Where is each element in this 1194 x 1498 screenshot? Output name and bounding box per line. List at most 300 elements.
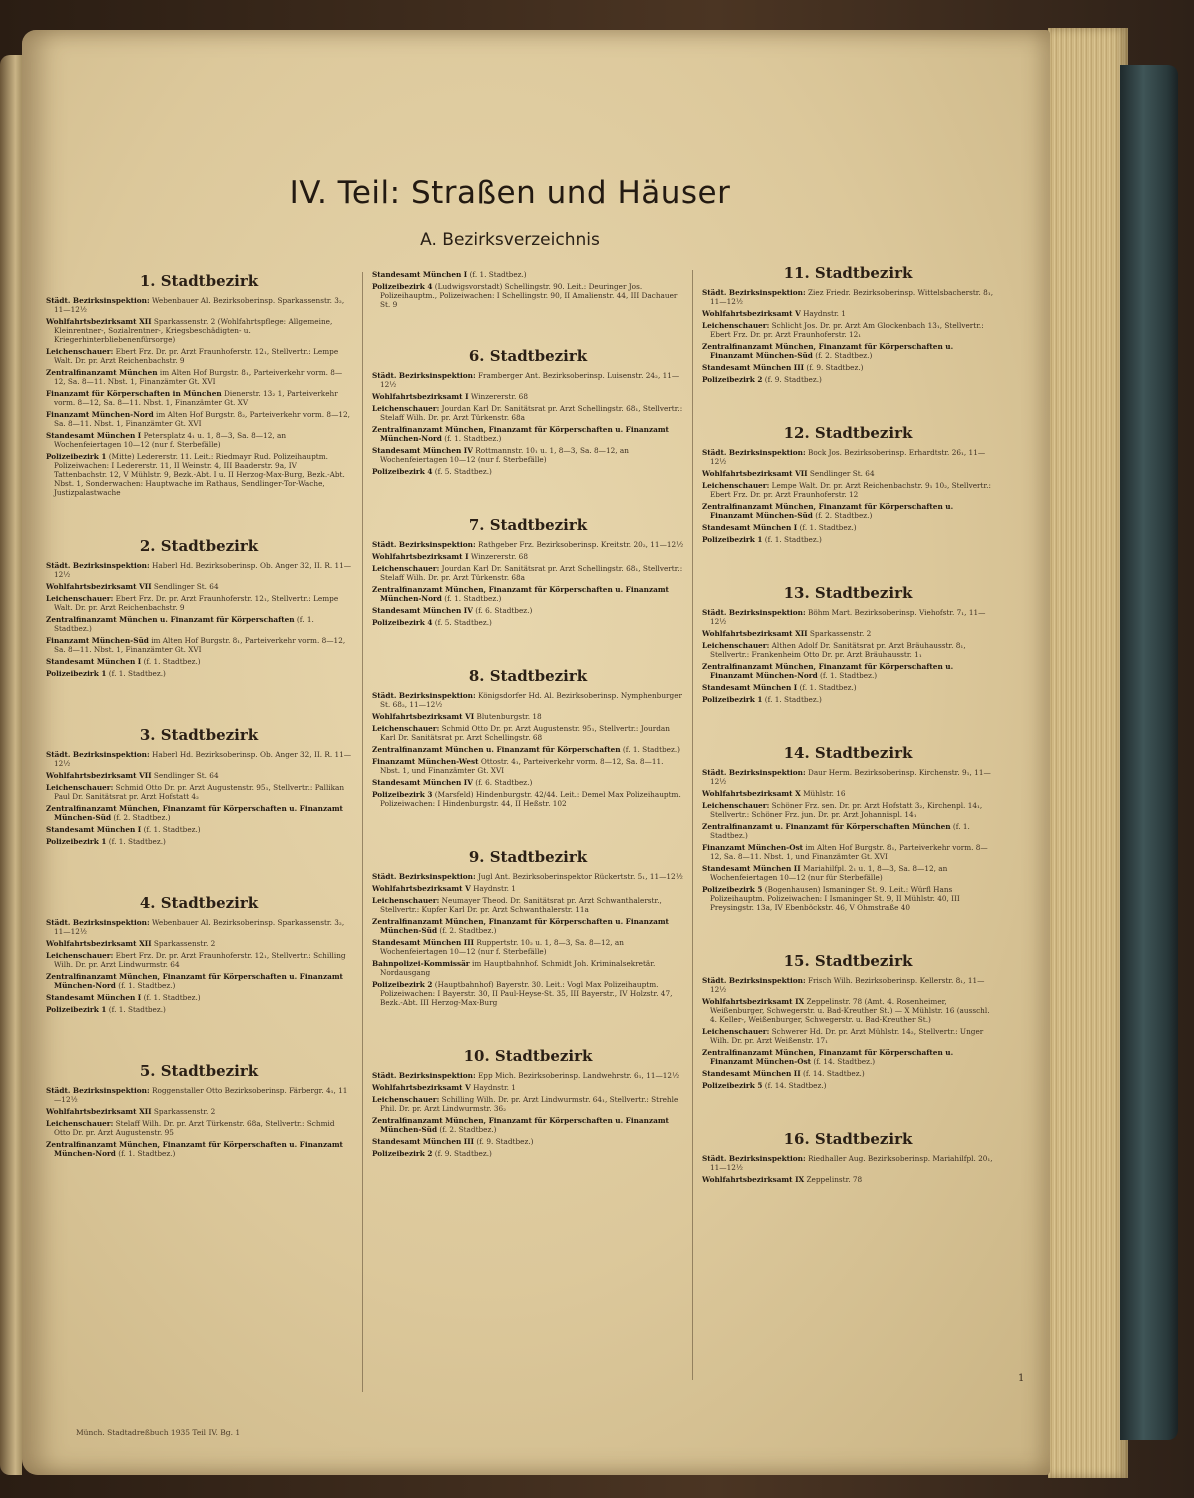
entry-label: Städt. Bezirksinspektion: (372, 872, 476, 881)
entry (702, 843, 994, 861)
district-12 (702, 424, 994, 544)
entry-label: Zentralfinanzamt München (46, 368, 158, 377)
entry-text: Sendlinger St. 64 (153, 582, 219, 591)
entry (702, 641, 994, 659)
entry-label: Städt. Bezirksinspektion: (702, 608, 806, 617)
entry (372, 1137, 684, 1146)
entry-label: Zentralfinanzamt München, Finanzamt für Körperschaften u. Finanzamt München-Nord (372, 585, 669, 603)
entry (46, 317, 352, 344)
district-3 (46, 726, 352, 846)
entry-label: Polizeibezirk 2 (702, 375, 763, 384)
entry-text: (f. 2. Stadtbez.) (815, 511, 873, 520)
entry-label: Wohlfahrtsbezirksamt I (372, 552, 469, 561)
entry (702, 789, 994, 798)
entry (372, 618, 684, 627)
entry-text: (f. 9. Stadtbez.) (476, 1137, 534, 1146)
entry-text: (f. 2. Stadtbez.) (439, 926, 497, 935)
entry-text: Böhm Mart. Bezirksoberinsp. Viehofstr. 7₁, 11—12½ (710, 608, 986, 626)
entry-label: Zentralfinanzamt München, Finanzamt für Körperschaften u. Finanzamt München-Nord (46, 1140, 343, 1158)
entry-text: Ebert Frz. Dr. pr. Arzt Fraunhoferstr. 12₁, Stellvertr.: Schilling Wilh. Dr. pr. Arzt Lindwurmstr. 64 (54, 951, 346, 969)
book-spine (1120, 65, 1178, 1440)
entry (46, 389, 352, 407)
district-heading: 6. Stadtbezirk (468, 347, 588, 365)
entry-label: Zentralfinanzamt München, Finanzamt für Körperschaften u. Finanzamt München-Süd (702, 502, 954, 520)
entry-label: Zentralfinanzamt München, Finanzamt für Körperschaften u. Finanzamt München-Süd (372, 917, 669, 935)
entry-text: im Hauptbahnhof. Schmidt Joh. Kriminalsekretär. Nordausgang (380, 959, 656, 977)
entry-text: Althen Adolf Dr. Sanitätsrat pr. Arzt Bräuhausstr. 8₁, Stellvertr.: Frankenheim Otto Dr. pr. Arzt Bräuhausstr. 1₁ (710, 641, 966, 659)
entry-text: Sparkassenstr. 2 (153, 939, 216, 948)
entry-label: Leichenschauer: (46, 347, 114, 356)
district-heading: 12. Stadtbezirk (783, 424, 913, 442)
entry-text: Dienerstr. 13₂ 1, Parteiverkehr vorm. 8—12, Sa. 8—11. Nbst. 1, Finanzämter Gt. XV (54, 389, 338, 407)
entry-label: Städt. Bezirksinspektion: (46, 750, 150, 759)
entry (702, 288, 994, 306)
entry-text: Sparkassenstr. 2 (153, 1107, 216, 1116)
entry (372, 404, 684, 422)
entry-label: Zentralfinanzamt München, Finanzamt für Körperschaften u. Finanzamt München-Süd (46, 804, 343, 822)
district-heading: 2. Stadtbezirk (139, 537, 259, 555)
entry-text: Bock Jos. Bezirksoberinsp. Erhardtstr. 26₁, 11—12½ (710, 448, 986, 466)
entry (702, 363, 994, 372)
district-14 (702, 744, 994, 912)
entry-text: Haberl Hd. Bezirksoberinsp. Ob. Anger 32, II. R. 11—12½ (54, 561, 352, 579)
entry (372, 691, 684, 709)
entry (46, 1005, 352, 1014)
entry-text: (f. 2. Stadtbez.) (439, 1125, 497, 1134)
entry-text: (f. 1. Stadtbez.) (118, 1149, 176, 1158)
entry-text: Framberger Ant. Bezirksoberinsp. Luisenstr. 24₂, 11—12½ (380, 371, 680, 389)
district-8 (372, 667, 684, 808)
entry-label: Standesamt München I (46, 825, 142, 834)
entry-label: Standesamt München I (372, 270, 468, 279)
district-heading: 10. Stadtbezirk (463, 1047, 593, 1065)
entry (702, 1069, 994, 1078)
entry (372, 872, 684, 881)
entry (702, 1175, 994, 1184)
entry-text: Sendlinger St. 64 (153, 771, 219, 780)
entry-label: Zentralfinanzamt München u. Finanzamt für Körperschaften (372, 745, 621, 754)
entry-label: Städt. Bezirksinspektion: (372, 1071, 476, 1080)
district-1 (46, 272, 352, 497)
entry-text: Blutenburgstr. 18 (476, 712, 542, 721)
entry-label: Wohlfahrtsbezirksamt X (702, 789, 801, 798)
entry-label: Wohlfahrtsbezirksamt V (372, 884, 471, 893)
entry-text: (f. 1. Stadtbez.) (469, 270, 527, 279)
entry-text: im Alten Hof Burgstr. 8₁, Parteiverkehr vorm. 8—12, Sa. 8—11. Nbst. 1, und Finanzämter Gt. XVI (710, 843, 988, 861)
entry-label: Polizeibezirk 1 (46, 452, 107, 461)
entry-label: Leichenschauer: (46, 951, 114, 960)
entry-label: Städt. Bezirksinspektion: (372, 691, 476, 700)
district-heading: 9. Stadtbezirk (468, 848, 588, 866)
entry-label: Polizeibezirk 1 (702, 535, 763, 544)
entry (372, 1095, 684, 1113)
entry-text: Webenbauer Al. Bezirksoberinsp. Sparkassenstr. 3₂, 11—12½ (54, 296, 345, 314)
entry-label: Finanzamt München-Nord (46, 410, 154, 419)
entry-text: (f. 1. Stadtbez.) (54, 615, 314, 633)
entry-text: im Alten Hof Burgstr. 8₁, Parteiverkehr vorm. 8—12, Sa. 8—11. Nbst. 1, Finanzämter Gt. XVI (54, 636, 346, 654)
district-heading: 13. Stadtbezirk (783, 584, 913, 602)
district-heading: 16. Stadtbezirk (783, 1130, 913, 1148)
entry-label: Leichenschauer: (372, 404, 440, 413)
entry-text: (f. 14. Stadtbez.) (813, 1057, 876, 1066)
entry-text: (f. 1. Stadtbez.) (108, 1005, 166, 1014)
entry (372, 778, 684, 787)
entry-text: Petersplatz 4₁ u. 1, 8—3, Sa. 8—12, an Wochenfeiertagen 10—12 (nur f. Sterbefälle) (54, 431, 287, 449)
entry (46, 783, 352, 801)
district-5-continued (372, 270, 684, 309)
entry-label: Standesamt München I (46, 657, 142, 666)
district-heading: 8. Stadtbezirk (468, 667, 588, 685)
entry-label: Bahnpolizei-Kommissär (372, 959, 470, 968)
entry (372, 712, 684, 721)
entry-label: Standesamt München IV (372, 606, 473, 615)
entry (372, 745, 684, 754)
entry (372, 392, 684, 401)
entry-label: Städt. Bezirksinspektion: (372, 540, 476, 549)
entry-text: Haydnstr. 1 (803, 309, 846, 318)
page-subtitle: A. Bezirksverzeichnis (420, 230, 600, 250)
entry-label: Standesamt München I (702, 683, 798, 692)
entry (46, 431, 352, 449)
entry (702, 1048, 994, 1066)
entry-text: (f. 1. Stadtbez.) (799, 523, 857, 532)
entry-label: Wohlfahrtsbezirksamt XII (46, 939, 152, 948)
entry (372, 959, 684, 977)
entry-text: (f. 9. Stadtbez.) (764, 375, 822, 384)
entry-text: Frisch Wilh. Bezirksoberinsp. Kellerstr. 8₁, 11—12½ (710, 976, 985, 994)
entry-text: Stelaff Wilh. Dr. pr. Arzt Türkenstr. 68a, Stellvertr.: Schmid Otto Dr. pr. Arzt Augustenstr. 95 (54, 1119, 335, 1137)
entry-label: Polizeibezirk 3 (372, 790, 433, 799)
entry (702, 535, 994, 544)
entry-label: Städt. Bezirksinspektion: (46, 561, 150, 570)
entry (46, 368, 352, 386)
entry-text: Ruppertstr. 10₂ u. 1, 8—3, Sa. 8—12, an Wochenfeiertagen 10—12 (nur f. Sterbefälle) (380, 938, 624, 956)
entry-label: Wohlfahrtsbezirksamt IX (702, 1175, 805, 1184)
entry-text: Rathgeber Frz. Bezirksoberinsp. Kreitstr. 20₂, 11—12½ (477, 540, 684, 549)
entry (702, 502, 994, 520)
entry-label: Zentralfinanzamt München, Finanzamt für Körperschaften u. Finanzamt München-Süd (702, 342, 954, 360)
entry-label: Städt. Bezirksinspektion: (702, 288, 806, 297)
district-10 (372, 1047, 684, 1158)
district-6 (372, 347, 684, 476)
entry-text: Mühlstr. 16 (803, 789, 846, 798)
entry-label: Wohlfahrtsbezirksamt XII (46, 317, 152, 326)
entry-label: Standesamt München III (372, 1137, 475, 1146)
district-heading: 7. Stadtbezirk (468, 516, 588, 534)
district-heading: 15. Stadtbezirk (783, 952, 913, 970)
page-title: IV. Teil: Straßen und Häuser (289, 175, 731, 211)
entry-label: Städt. Bezirksinspektion: (372, 371, 476, 380)
entry (372, 1116, 684, 1134)
entry (372, 606, 684, 615)
entry (372, 757, 684, 775)
entry-label: Wohlfahrtsbezirksamt V (372, 1083, 471, 1092)
entry-label: Leichenschauer: (702, 801, 770, 810)
entry (702, 448, 994, 466)
entry (46, 1140, 352, 1158)
entry (372, 564, 684, 582)
entry-text: (f. 1. Stadtbez.) (764, 535, 822, 544)
entry-text: Haberl Hd. Bezirksoberinsp. Ob. Anger 32, II. R. 11—12½ (54, 750, 352, 768)
entry (46, 1107, 352, 1116)
entry (46, 951, 352, 969)
entry (372, 282, 684, 309)
entry-label: Standesamt München I (46, 993, 142, 1002)
entry-label: Polizeibezirk 2 (372, 1149, 433, 1158)
entry-text: Epp Mich. Bezirksoberinsp. Landwehrstr. 6₁, 11—12½ (477, 1071, 680, 1080)
entry-text: (f. 14. Stadtbez.) (764, 1081, 827, 1090)
entry-text: (f. 1. Stadtbez.) (143, 993, 201, 1002)
entry (372, 270, 684, 279)
entry-label: Städt. Bezirksinspektion: (702, 448, 806, 457)
entry-text: (f. 1. Stadtbez.) (622, 745, 681, 754)
entry-text: Schilling Wilh. Dr. pr. Arzt Lindwurmstr. 64₁, Stellvertr.: Strehle Phil. Dr. pr. Arzt Lindwurmstr. 36₂ (380, 1095, 679, 1113)
entry-text: Sendlinger St. 64 (809, 469, 875, 478)
entry-label: Leichenschauer: (702, 321, 770, 330)
entry-text: Haydnstr. 1 (473, 884, 516, 893)
entry-text: Mariahilfpl. 2₁ u. 1, 8—3, Sa. 8—12, an Wochenfeiertagen 10—12 (nur für Sterbefälle) (710, 864, 948, 882)
district-heading: 14. Stadtbezirk (783, 744, 913, 762)
entry-text: im Alten Hof Burgstr. 8₂, Parteiverkehr vorm. 8—12, Sa. 8—11. Nbst. 1, Finanzämter Gt. XVI (54, 410, 350, 428)
entry (372, 425, 684, 443)
entry-text: (Bogenhausen) Ismaninger St. 9. Leit.: Würfl Hans Polizeihauptm. Polizeiwachen: I Ismaninger St. 9, II Mühlstr. 40, III Preysingstr. 13a, IV Ebenböckstr. 46, V Ohmstraße 40 (710, 885, 960, 912)
entry (702, 321, 994, 339)
entry-text: Winzererstr. 68 (470, 552, 528, 561)
entry (702, 481, 994, 499)
district-heading: 4. Stadtbezirk (139, 894, 259, 912)
entry (46, 657, 352, 666)
entry-label: Standesamt München II (702, 864, 801, 873)
entry-text: im Alten Hof Burgstr. 8₁, Parteiverkehr vorm. 8—12, Sa. 8—11. Nbst. 1, Finanzämter Gt. XVI (54, 368, 343, 386)
entry-label: Leichenschauer: (702, 481, 770, 490)
entry-label: Zentralfinanzamt München, Finanzamt für Körperschaften u. Finanzamt München-Ost (702, 1048, 954, 1066)
district-heading: 1. Stadtbezirk (139, 272, 259, 290)
entry-text: Ebert Frz. Dr. pr. Arzt Fraunhoferstr. 12₁, Stellvertr.: Lempe Walt. Dr. pr. Arzt Reichenbachstr. 9 (54, 347, 339, 365)
entry-label: Standesamt München IV (372, 446, 473, 455)
entry (702, 309, 994, 318)
entry-text: (f. 1. Stadtbez.) (143, 657, 201, 666)
entry-text: Daur Herm. Bezirksoberinsp. Kirchenstr. 9₁, 11—12½ (710, 768, 991, 786)
entry-text: Sparkassenstr. 2 (Wohlfahrtspflege: Allgemeine, Kleinrentner-, Sozialrentner-, Kriegsbeschädigten- u. Kriegerhinterbliebenenfürsorge) (54, 317, 333, 344)
entry-label: Wohlfahrtsbezirksamt VII (46, 771, 152, 780)
entry (46, 804, 352, 822)
entry-text: (f. 1. Stadtbez.) (108, 669, 166, 678)
district-15 (702, 952, 994, 1090)
entry-label: Wohlfahrtsbezirksamt VII (46, 582, 152, 591)
district-11 (702, 264, 994, 384)
entry-label: Zentralfinanzamt München, Finanzamt für Körperschaften u. Finanzamt München-Nord (702, 662, 954, 680)
entry (372, 724, 684, 742)
entry-text: Ottostr. 4₁, Parteiverkehr vorm. 8—12, Sa. 8—11. Nbst. 1, und Finanzämter Gt. XVI (380, 757, 664, 775)
entry-text: (f. 1. Stadtbez.) (710, 822, 970, 840)
entry-text: Jourdan Karl Dr. Sanitätsrat pr. Arzt Schellingstr. 68₁, Stellvertr.: Stelaff Wilh. Dr. pr. Arzt Türkenstr. 68a (380, 564, 683, 582)
entry-label: Städt. Bezirksinspektion: (702, 1154, 806, 1163)
entry (372, 446, 684, 464)
entry (372, 790, 684, 808)
facing-page-edge (0, 55, 22, 1475)
entry (372, 917, 684, 935)
entry-text: (f. 6. Stadtbez.) (475, 778, 533, 787)
entry (702, 375, 994, 384)
district-heading: 5. Stadtbezirk (139, 1062, 259, 1080)
entry (702, 768, 994, 786)
entry-text: (f. 2. Stadtbez.) (113, 813, 171, 822)
entry-label: Finanzamt München-Ost (702, 843, 804, 852)
entry-text: (f. 1. Stadtbez.) (444, 594, 502, 603)
entry-text: (Mitte) Ledererstr. 11. Leit.: Riedmayr Rud. Polizeihauptm. Polizeiwachen: I Ledererstr. 11, II Weinstr. 4, III Baaderstr. 9a, IV Tattenbachstr. 12, V Mühlstr. 9, Bezk.-Abt. I u. II Herzog-Max-Burg, Bezk.-Abt. Nbst. 1, Sonderwachen: Hauptwache im Rathaus, Sendlinger-Tor-Wache, Justizpalastwache (54, 452, 345, 497)
entry-text: (f. 9. Stadtbez.) (806, 363, 864, 372)
entry-label: Städt. Bezirksinspektion: (702, 768, 806, 777)
entry-label: Wohlfahrtsbezirksamt XII (702, 629, 808, 638)
district-16 (702, 1130, 994, 1184)
entry-label: Zentralfinanzamt München, Finanzamt für Körperschaften u. Finanzamt München-Nord (46, 972, 343, 990)
entry-label: Zentralfinanzamt München, Finanzamt für Körperschaften u. Finanzamt München-Süd (372, 1116, 669, 1134)
entry (46, 918, 352, 936)
district-4 (46, 894, 352, 1014)
entry (46, 347, 352, 365)
entry-text: Zeppelinstr. 78 (806, 1175, 863, 1184)
entry (702, 822, 994, 840)
entry-text: (Hauptbahnhof) Bayerstr. 30. Leit.: Vogl Max Polizeihauptm. Polizeiwachen: I Bayerstr. 30, II Paul-Heyse-St. 35, III Bayerstr., IV Holzstr. 47, Bezk.-Abt. III Herzog-Max-Burg (380, 980, 673, 1007)
entry-label: Wohlfahrtsbezirksamt VII (702, 469, 808, 478)
entry-label: Zentralfinanzamt u. Finanzamt für Körperschaften München (702, 822, 951, 831)
entry-text: (f. 5. Stadtbez.) (434, 618, 492, 627)
entry-label: Standesamt München IV (372, 778, 473, 787)
entry-label: Leichenschauer: (46, 594, 114, 603)
entry-label: Finanzamt München-West (372, 757, 479, 766)
entry-label: Polizeibezirk 5 (702, 1081, 763, 1090)
entry-text: Sparkassenstr. 2 (809, 629, 872, 638)
column-rule (692, 270, 693, 1380)
entry-text: (f. 1. Stadtbez.) (108, 837, 166, 846)
entry (46, 594, 352, 612)
entry (702, 801, 994, 819)
entry-text: Schöner Frz. sen. Dr. pr. Arzt Hofstatt 3₂, Kirchenpl. 14₁, Stellvertr.: Schöner Frz. jun. Dr. pr. Arzt Johannispl. 14₁ (710, 801, 983, 819)
entry-text: Schmid Otto Dr. pr. Arzt Augustenstr. 95₁, Stellvertr.: Jourdan Karl Dr. Sanitätsrat pr. Arzt Schellingstr. 68 (380, 724, 670, 742)
entry-text: Ziez Friedr. Bezirksoberinsp. Wittelsbacherstr. 8₁, 11—12½ (710, 288, 994, 306)
page-block-edges (1048, 28, 1128, 1478)
entry-text: (f. 1. Stadtbez.) (764, 695, 822, 704)
entry-label: Wohlfahrtsbezirksamt XII (46, 1107, 152, 1116)
entry (702, 885, 994, 912)
entry-label: Leichenschauer: (702, 1027, 770, 1036)
column-rule (362, 272, 363, 1392)
entry-label: Wohlfahrtsbezirksamt I (372, 392, 469, 401)
entry (702, 997, 994, 1024)
entry-text: Webenbauer Al. Bezirksoberinsp. Sparkassenstr. 3₂, 11—12½ (54, 918, 345, 936)
entry (372, 1149, 684, 1158)
entry-text: Jourdan Karl Dr. Sanitätsrat pr. Arzt Schellingstr. 68₁, Stellvertr.: Stelaff Wilh. Dr. pr. Arzt Türkenstr. 68a (380, 404, 683, 422)
entry-label: Polizeibezirk 4 (372, 467, 433, 476)
entry (372, 884, 684, 893)
entry-label: Leichenschauer: (46, 783, 114, 792)
entry-label: Standesamt München II (702, 1069, 801, 1078)
entry-label: Wohlfahrtsbezirksamt VI (372, 712, 475, 721)
entry-label: Wohlfahrtsbezirksamt IX (702, 997, 805, 1006)
entry-text: (f. 14. Stadtbez.) (802, 1069, 865, 1078)
entry (702, 864, 994, 882)
entry-text: Zeppelinstr. 78 (Amt. 4. Rosenheimer, Weißenburger, Schwegerstr. u. Bad-Kreuther St.) — X Mühlstr. 16 (ausschl. 4. Keller-, Weißenburger, Schwegerstr. u. Bad-Kreuther St.) (710, 997, 990, 1024)
entry (46, 1119, 352, 1137)
entry-text: Schwerer Hd. Dr. pr. Arzt Mühlstr. 14₂, Stellvertr.: Unger Wilh. Dr. pr. Arzt Weißenstr. 17₁ (710, 1027, 984, 1045)
entry-text: Lempe Walt. Dr. pr. Arzt Reichenbachstr. 9₁ 10₂, Stellvertr.: Ebert Frz. Dr. pr. Arzt Fraunhoferstr. 12 (710, 481, 991, 499)
entry (46, 582, 352, 591)
district-13 (702, 584, 994, 704)
entry (702, 342, 994, 360)
entry-label: Leichenschauer: (372, 896, 440, 905)
column-3 (702, 264, 994, 1214)
entry (46, 452, 352, 497)
entry-label: Zentralfinanzamt München u. Finanzamt für Körperschaften (46, 615, 295, 624)
entry-label: Leichenschauer: (372, 724, 440, 733)
entry-text: (f. 5. Stadtbez.) (434, 467, 492, 476)
entry (702, 608, 994, 626)
entry-text: (f. 1. Stadtbez.) (799, 683, 857, 692)
entry-text: (f. 1. Stadtbez.) (444, 434, 502, 443)
column-1 (46, 272, 352, 1188)
entry-label: Städt. Bezirksinspektion: (702, 976, 806, 985)
entry (46, 669, 352, 678)
entry-label: Leichenschauer: (46, 1119, 114, 1128)
entry-label: Finanzamt München-Süd (46, 636, 149, 645)
entry (372, 585, 684, 603)
entry-label: Polizeibezirk 2 (372, 980, 433, 989)
entry-label: Polizeibezirk 5 (702, 885, 763, 894)
entry (702, 695, 994, 704)
entry-text: (Ludwigsvorstadt) Schellingstr. 90. Leit.: Deuringer Jos. Polizeihauptm., Polizeiwachen: I Schellingstr. 90, II Amalienstr. 44, III Dachauer St. 9 (380, 282, 678, 309)
entry-label: Polizeibezirk 1 (46, 837, 107, 846)
entry-label: Standesamt München I (702, 523, 798, 532)
page-footer: Münch. Stadtadreßbuch 1935 Teil IV. Bg. 1 (76, 1428, 241, 1437)
entry (372, 896, 684, 914)
entry-text: Königsdorfer Hd. Al. Bezirksoberinsp. Nymphenburger St. 68₂, 11—12½ (380, 691, 682, 709)
district-7 (372, 516, 684, 627)
entry-label: Wohlfahrtsbezirksamt V (702, 309, 801, 318)
entry (46, 561, 352, 579)
entry-text: Jugl Ant. Bezirksoberinspektor Rückertstr. 5₁, 11—12½ (477, 872, 683, 881)
entry-label: Leichenschauer: (372, 564, 440, 573)
column-2 (372, 270, 684, 1188)
entry-label: Polizeibezirk 1 (46, 669, 107, 678)
entry (46, 993, 352, 1002)
entry-label: Standesamt München III (702, 363, 805, 372)
page-number: 1 (1018, 1373, 1025, 1384)
entry-text: Roggenstaller Otto Bezirksoberinsp. Färbergr. 4₁, 11—12½ (54, 1086, 348, 1104)
entry-label: Standesamt München I (46, 431, 142, 440)
district-heading: 11. Stadtbezirk (783, 264, 913, 282)
entry (702, 469, 994, 478)
entry (46, 750, 352, 768)
district-2 (46, 537, 352, 678)
entry-text: (f. 1. Stadtbez.) (143, 825, 201, 834)
entry-label: Polizeibezirk 4 (372, 282, 433, 291)
entry-label: Leichenschauer: (702, 641, 770, 650)
entry (702, 1154, 994, 1172)
entry-label: Zentralfinanzamt München, Finanzamt für Körperschaften u. Finanzamt München-Nord (372, 425, 669, 443)
entry (372, 467, 684, 476)
entry (46, 1086, 352, 1104)
entry (702, 629, 994, 638)
entry-text: Rottmannstr. 10₁ u. 1, 8—3, Sa. 8—12, an Wochenfeiertagen 10—12 (nur f. Sterbefälle) (380, 446, 629, 464)
entry (372, 552, 684, 561)
entry (372, 938, 684, 956)
entry-label: Leichenschauer: (372, 1095, 440, 1104)
entry-text: (f. 1. Stadtbez.) (118, 981, 176, 990)
district-5 (46, 1062, 352, 1158)
entry-text: Winzererstr. 68 (470, 392, 528, 401)
entry (702, 976, 994, 994)
entry-label: Polizeibezirk 1 (702, 695, 763, 704)
